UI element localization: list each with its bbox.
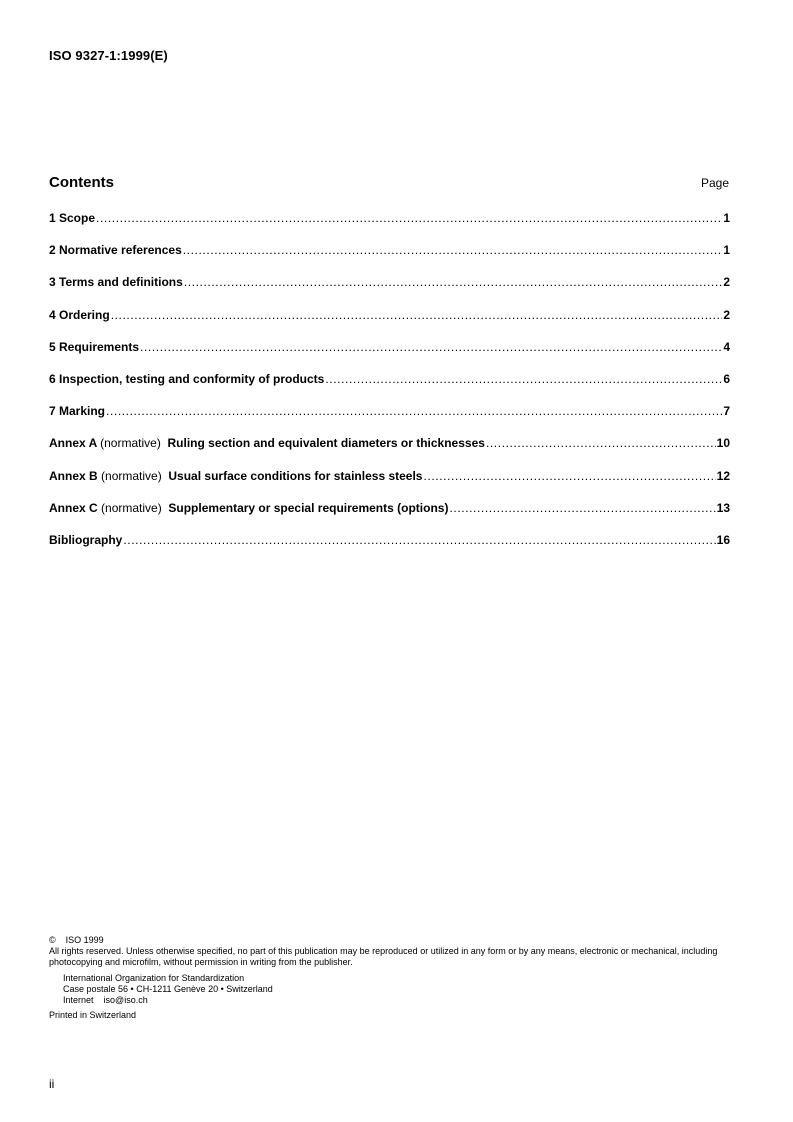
toc-entry[interactable] <box>49 436 730 468</box>
toc-entry-title <box>49 501 448 515</box>
toc-entry-qualifier: (normative) <box>100 436 161 451</box>
toc-dot-leader <box>486 436 716 450</box>
organization-name: International Organization for Standardization <box>63 973 245 983</box>
toc-dot-leader <box>184 275 723 289</box>
toc-entry-title <box>49 308 110 322</box>
toc-entry-subtitle: Supplementary or special requirements (options) <box>168 500 449 515</box>
toc-entry[interactable] <box>49 533 730 565</box>
toc-entry-label: 5 Requirements <box>49 339 140 354</box>
internet-label: Internet <box>63 995 94 1005</box>
toc-entry-title <box>49 469 422 483</box>
table-of-contents <box>49 211 730 565</box>
toc-dot-leader <box>106 404 722 418</box>
toc-dot-leader <box>111 308 723 322</box>
toc-dot-leader <box>423 469 715 483</box>
contents-title: Contents <box>49 174 114 191</box>
toc-entry-label: Annex C <box>49 500 98 515</box>
toc-entry-page: 2 <box>723 307 730 322</box>
toc-entry-page: 13 <box>716 500 730 515</box>
copyright-notice <box>49 935 734 1021</box>
footer-page-number: ii <box>49 1077 55 1091</box>
toc-entry[interactable] <box>49 501 730 533</box>
toc-entry[interactable] <box>49 469 730 501</box>
toc-entry-title <box>49 372 324 386</box>
page-column-label: Page <box>700 176 729 190</box>
toc-entry-page: 12 <box>716 468 730 483</box>
internet-email: iso@iso.ch <box>103 995 148 1005</box>
toc-entry[interactable] <box>49 340 730 372</box>
contents-heading-row <box>49 174 730 192</box>
toc-dot-leader <box>449 501 715 515</box>
toc-entry-page: 6 <box>723 371 730 386</box>
toc-entry-title <box>49 211 95 225</box>
copyright-symbol: © <box>49 935 56 945</box>
toc-entry-page: 1 <box>723 243 730 258</box>
toc-entry-subtitle: Usual surface conditions for stainless steels <box>168 468 423 483</box>
toc-entry-page: 10 <box>716 436 730 451</box>
toc-dot-leader <box>96 211 722 225</box>
toc-entry-title <box>49 275 183 289</box>
toc-entry-label: Bibliography <box>49 532 123 547</box>
toc-dot-leader <box>183 243 723 257</box>
toc-entry-page: 7 <box>723 404 730 419</box>
toc-dot-leader <box>123 533 715 547</box>
toc-entry-label: Annex B <box>49 468 98 483</box>
toc-entry-title <box>49 243 182 257</box>
toc-entry-label: 7 Marking <box>49 404 106 419</box>
toc-entry[interactable] <box>49 404 730 436</box>
toc-entry-label: 4 Ordering <box>49 307 110 322</box>
printed-in: Printed in Switzerland <box>49 1010 137 1020</box>
toc-entry[interactable] <box>49 243 730 275</box>
toc-entry-title <box>49 340 139 354</box>
toc-dot-leader <box>140 340 722 354</box>
toc-entry-page: 16 <box>716 532 730 547</box>
toc-entry[interactable] <box>49 275 730 307</box>
toc-entry-page: 1 <box>723 211 730 225</box>
toc-entry-title <box>49 436 485 450</box>
toc-entry-label: 6 Inspection, testing and conformity of products <box>49 371 325 386</box>
toc-entry-title <box>49 533 122 547</box>
toc-entry-qualifier: (normative) <box>101 468 162 483</box>
toc-entry-title <box>49 404 105 418</box>
postal-address: Case postale 56 • CH-1211 Genève 20 • Switzerland <box>63 984 273 994</box>
toc-dot-leader <box>325 372 722 386</box>
toc-entry-label: 1 Scope <box>49 211 96 225</box>
toc-entry-subtitle: Ruling section and equivalent diameters or thicknesses <box>167 436 485 451</box>
toc-entry-page: 2 <box>723 275 730 290</box>
toc-entry[interactable] <box>49 308 730 340</box>
document-id-header: ISO 9327-1:1999(E) <box>49 48 168 63</box>
toc-entry-page: 4 <box>723 339 730 354</box>
toc-entry[interactable] <box>49 211 730 243</box>
toc-entry-label: Annex A <box>49 436 97 451</box>
toc-entry-label: 3 Terms and definitions <box>49 275 183 290</box>
copyright-year: ISO 1999 <box>65 935 104 945</box>
internet-contact <box>49 995 734 1006</box>
toc-entry-qualifier: (normative) <box>101 500 162 515</box>
toc-entry[interactable] <box>49 372 730 404</box>
toc-entry-label: 2 Normative references <box>49 243 182 258</box>
rights-statement: All rights reserved. Unless otherwise specified, no part of this publication may be reproduced or utilized in any form or by any means, electronic or mechanical, including photocopying and microfilm, without permission in writing from the publisher. <box>49 946 718 967</box>
